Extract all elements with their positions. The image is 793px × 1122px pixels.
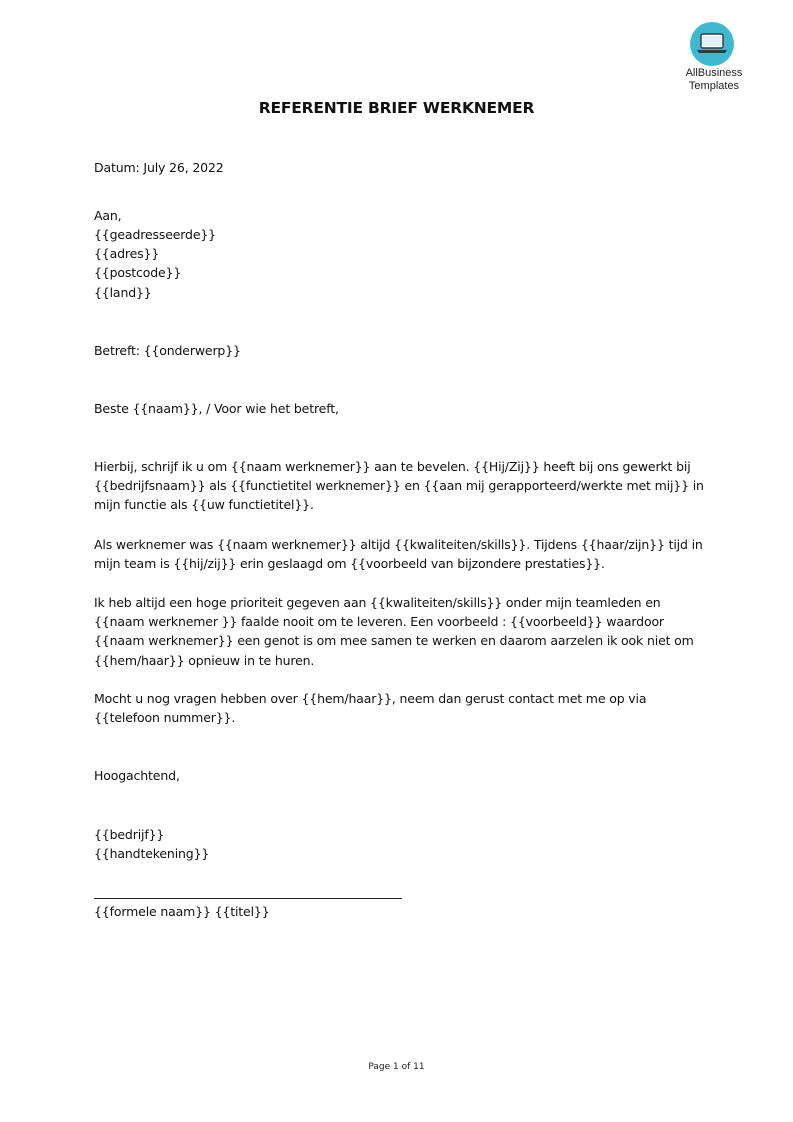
signature-line [94,898,402,899]
body-paragraph-3: Ik heb altijd een hoge prioriteit gegeven aan {{kwaliteiten/skills}} onder mijn teamleden en {{naam werknemer }} faalde nooit om te leveren. Een voorbeeld : {{voorbeeld}} waardoor {{naam werknemer}} een genot is om mee samen te werken en daarom aarzelen ik ook niet om {{hem/haar}} opnieuw in te huren. [94,595,694,668]
laptop-icon [690,22,734,66]
body-paragraph-4: Mocht u nog vragen hebben over {{hem/haar}}, neem dan gerust contact met me op via {{telefoon nummer}}. [94,691,647,726]
closing: Hoogachtend, [94,768,180,783]
address-placeholder: {{adres}} [94,246,160,261]
name-title-placeholder: {{formele naam}} {{titel}} [94,904,270,919]
subject-line: Betreft: {{onderwerp}} [94,343,241,358]
document-title: REFERENTIE BRIEF WERKNEMER [258,99,535,117]
body-paragraph-1: Hierbij, schrijf ik u om {{naam werknemer}} aan te bevelen. {{Hij/Zij}} heeft bij ons gewerkt bij {{bedrijfsnaam}} als {{functietitel werknemer}} en {{aan mij gerapporteerd/werkte met mij}} in mijn functie als {{uw functietitel}}. [94,459,704,513]
addressee-placeholder: {{geadresseerde}} [94,227,216,242]
company-logo [676,22,752,94]
page-number: Page 1 of 11 [368,1062,425,1072]
company-placeholder: {{bedrijf}} [94,827,165,842]
greeting: Beste {{naam}}, / Voor wie het betreft, [94,401,339,416]
country-placeholder: {{land}} [94,285,152,300]
date-line: Datum: July 26, 2022 [94,160,224,175]
address-salutation: Aan, [94,208,122,223]
logo-wordmark: AllBusiness Templates [685,67,743,92]
signature-placeholder: {{handtekening}} [94,846,210,861]
body-paragraph-2: Als werknemer was {{naam werknemer}} altijd {{kwaliteiten/skills}}. Tijdens {{haar/zijn}} tijd in mijn team is {{hij/zij}} erin geslaagd om {{voorbeeld van bijzondere prestaties}}. [94,537,703,572]
postcode-placeholder: {{postcode}} [94,265,182,280]
